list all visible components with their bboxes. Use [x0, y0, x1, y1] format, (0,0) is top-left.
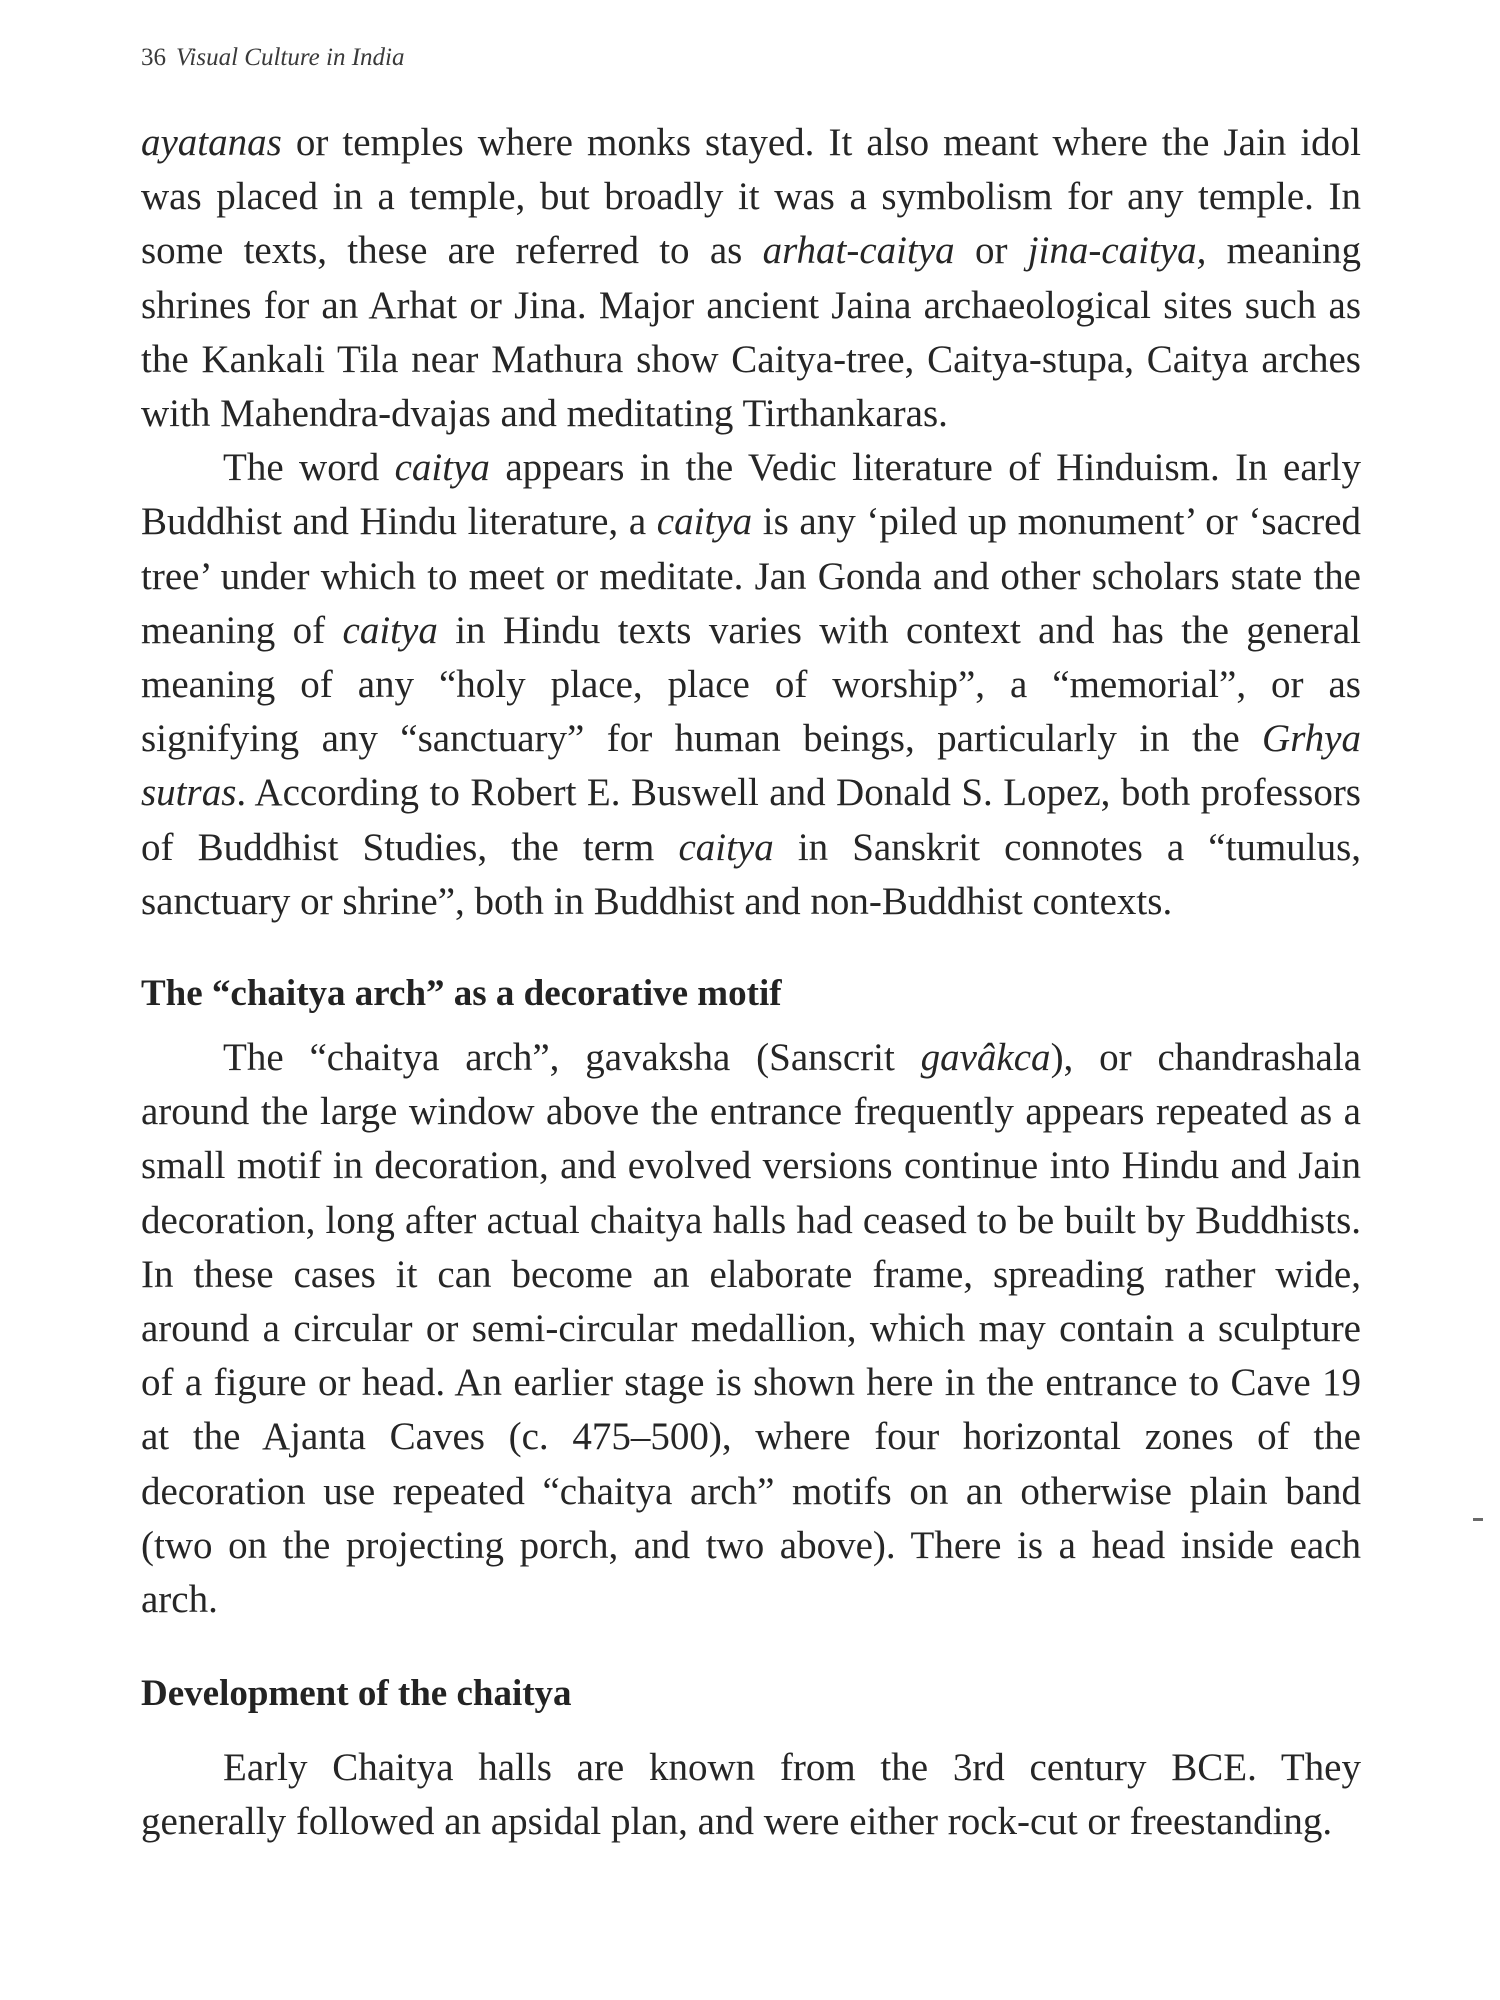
term-caitya: caitya [394, 446, 490, 490]
spacer [141, 1721, 1361, 1741]
spacer [141, 1627, 1361, 1667]
text-run: meaning shrines for an Arhat or Jina. Major ancient Jaina archaeological sites such as the Kankali Tila near Mathura show Caitya-tree, Caitya-stupa, Caitya arches with Mahendra-dvajas and meditating Tirthankaras. [141, 229, 1361, 436]
text-run: The word [223, 446, 395, 490]
section-heading-development: Development of the chaitya [141, 1673, 572, 1715]
term-grhya-sutras: Grhya sutras [141, 717, 1361, 815]
text-run: appears in the Vedic literature of Hinduism. In early Buddhist and Hindu literature, a [141, 446, 1361, 544]
paragraph-ayatanas [141, 116, 1361, 441]
margin-mark [1473, 1518, 1483, 1521]
spacer [141, 929, 1361, 967]
term-caitya: caitya [678, 825, 774, 869]
text-run: is any ‘piled up monument’ or ‘sacred tree’ under which to meet or meditate. Jan Gonda and other scholars state the meaning of [141, 500, 1361, 652]
text-run: in Sanskrit connotes a “tumulus, sanctuary or shrine”, both in Buddhist and non-Buddhist contexts. [141, 825, 1361, 923]
running-head [141, 38, 1361, 78]
text-run: or temples where monks stayed. It also meant where the Jain idol was placed in a temple, but broadly it was a symbolism for any temple. In some texts, these are referred to as [141, 121, 1361, 273]
term-arhat-caitya: arhat-caitya [762, 229, 955, 273]
term-gavakca: gavâkca [920, 1036, 1051, 1080]
paragraph-early-chaitya-halls [141, 1741, 1361, 1849]
term-ayatanas: ayatanas [141, 121, 282, 164]
text-run: or [954, 229, 1028, 273]
book-page [141, 38, 1361, 1850]
term-jina-caitya: jina-caitya, [1027, 229, 1207, 273]
running-title: Visual Culture in India [176, 44, 405, 71]
text-run: Early Chaitya halls are known from the 3rd century BCE. They generally followed an apsidal plan, and were either rock-cut or freestanding. [141, 1746, 1361, 1844]
page-number: 36 [141, 44, 166, 71]
term-caitya: caitya [342, 608, 438, 652]
spacer [141, 1021, 1361, 1031]
paragraph-caitya-vedic [141, 441, 1361, 929]
paragraph-chaitya-arch [141, 1031, 1361, 1627]
text-run: in Hindu texts varies with context and has the general meaning of any “holy place, place of worship”, a “memorial”, or as signifying any “sanctuary” for human beings, particularly in the [141, 608, 1362, 761]
text-run: . According to Robert E. Buswell and Donald S. Lopez, both professors of Buddhist Studies, the term [141, 771, 1361, 869]
section-heading-chaitya-arch: The “chaitya arch” as a decorative motif [141, 973, 782, 1015]
text-run: The “chaitya arch”, gavaksha (Sanscrit [223, 1036, 921, 1080]
text-run: ), or chandrashala around the large window above the entrance frequently appears repeated as a small motif in decoration, and evolved versions continue into Hindu and Jain decoration, long after actual chaitya halls had ceased to be built by Buddhists. In these cases it can become an elaborate frame, spreading rather wide, around a circular or semi-circular medallion, which may contain a sculpture of a figure or head. An earlier stage is shown here in the entrance to Cave 19 at the Ajanta Caves (c. 475–500), where four horizontal zones of the decoration use repeated “chaitya arch” motifs on an otherwise plain band (two on the projecting porch, and two above). There is a head inside each arch. [141, 1036, 1362, 1622]
term-caitya: caitya [656, 500, 753, 544]
